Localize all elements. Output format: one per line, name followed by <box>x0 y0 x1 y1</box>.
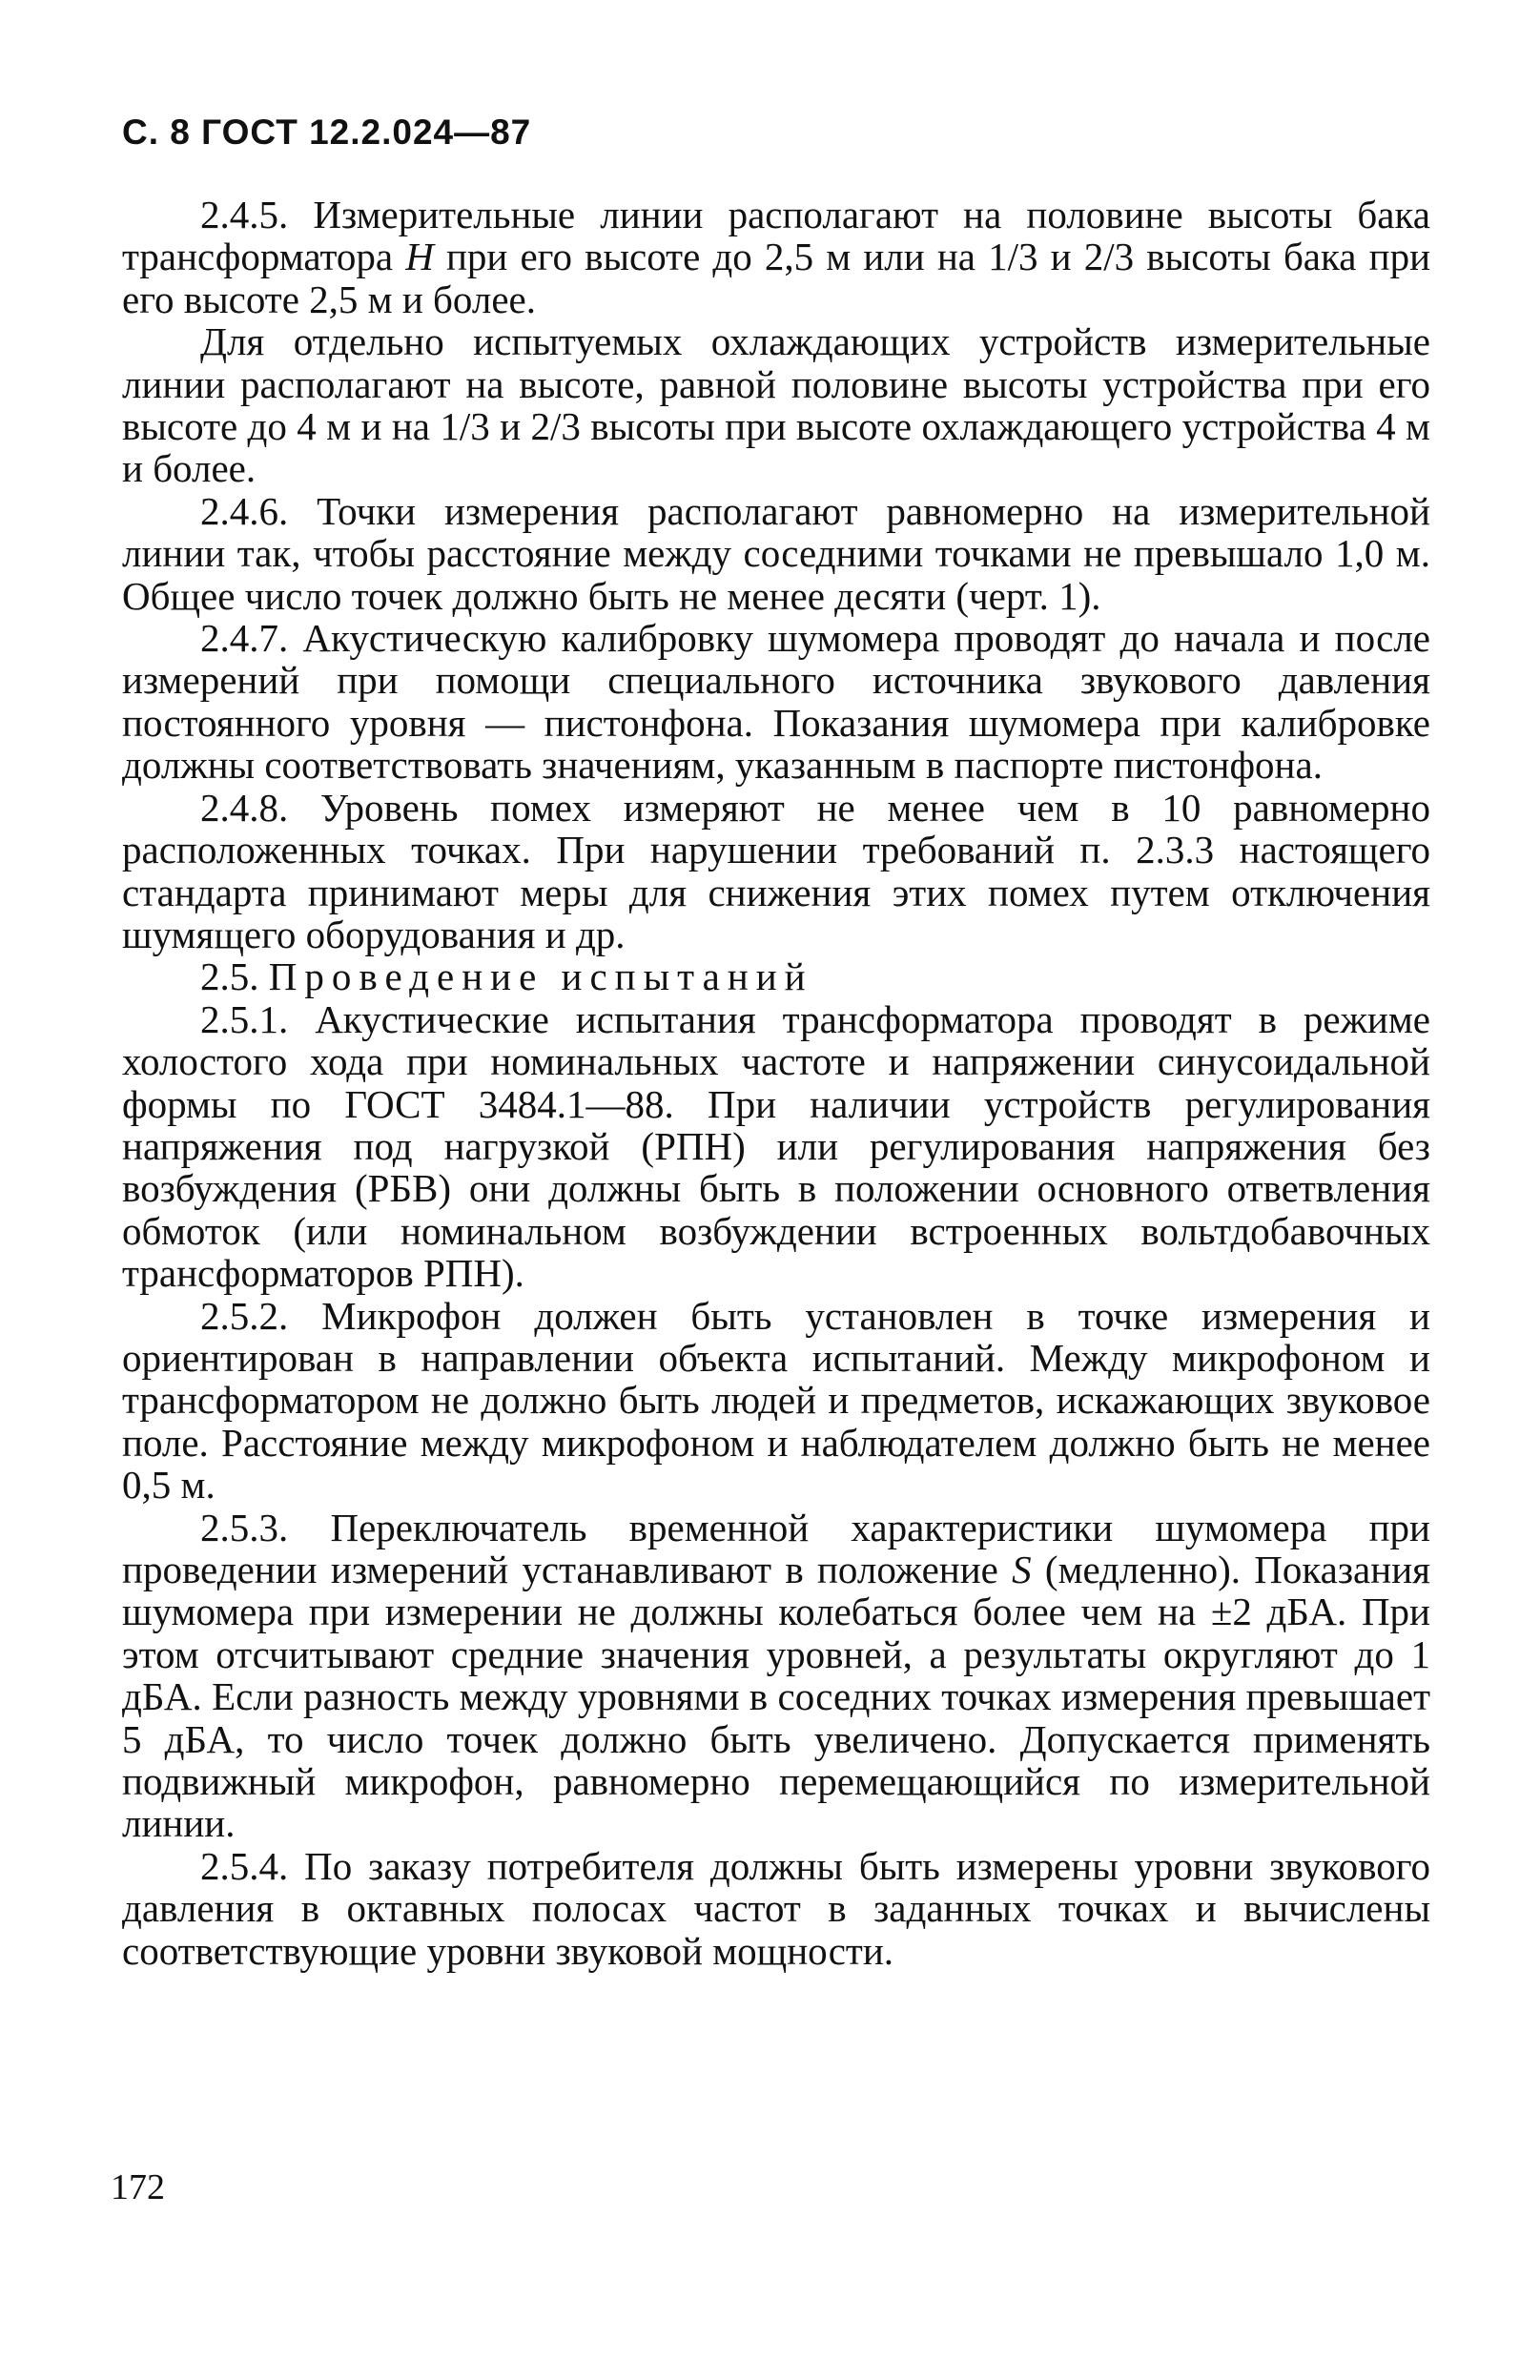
paragraph-text: 2.4.5. Измерительные линии располагают на половине высоты бака трансформатора <box>122 193 1430 279</box>
page-header: С. 8 ГОСТ 12.2.024—87 <box>122 113 532 152</box>
section-number: 2.5. <box>200 954 269 999</box>
paragraph-2-4-7: 2.4.7. Акустическую калибровку шумомера проводят до начала и после измерений при помощи специального источника звукового давления постоянного уровня — пистонфона. Показания шумомера при калибровке должны соответствовать значениям, указанным в паспорте пистонфона. <box>122 616 1430 788</box>
paragraph-text: 2.5.3. Переключатель временной характеристики шумомера при проведении измерений устанавливают в положение <box>122 1505 1430 1591</box>
paragraph-text: (медленно). Показания шумомера при измерении не должны колебаться более чем на ±2 дБА. При этом отсчитывают средние значения уровней, а результаты округляют до 1 дБА. Если разность между уровнями в соседних точках измерения превышает 5 дБА, то число точек должно быть увеличено. Допускается применять подвижный микрофон, равномерно перемещающийся по измерительной линии. <box>122 1548 1431 1846</box>
paragraph-2-4-5 <box>122 194 1430 320</box>
paragraph-2-5-3 <box>122 1507 1430 1845</box>
paragraph-text: при его высоте до 2,5 м или на <box>433 235 989 279</box>
paragraph-2-4-5-cooling <box>122 320 1430 490</box>
paragraph-text: и <box>489 404 531 449</box>
paragraph-text: Для отдельно испытуемых охлаждающих устройств измерительные линии располагают на высоте, равной половине высоты устройства при его высоте до 4 м и на <box>122 319 1430 449</box>
fraction: 2/3 <box>530 404 581 449</box>
section-title: Проведение испытаний <box>268 954 813 999</box>
fraction: 1/3 <box>440 404 490 449</box>
paragraph-2-5-2: 2.5.2. Микрофон должен быть установлен в точке измерения и ориентирован в направлении объекта испытаний. Между микрофоном и трансформатором не должно быть людей и предметов, искажающих звуковое поле. Расстояние между микрофоном и наблюдателем должно быть не менее 0,5 м. <box>122 1293 1430 1508</box>
italic-symbol: S <box>1012 1548 1032 1591</box>
paragraph-text: высоты при высоте охлаждающего устройства 4 м и более. <box>122 404 1430 491</box>
paragraph-2-4-6: 2.4.6. Точки измерения располагают равномерно на измерительной линии так, чтобы расстояние между соседними точками не превышало 1,0 м. Общее число точек должно быть не менее десяти (черт. 1). <box>122 488 1430 618</box>
paragraph-2-5-4: 2.5.4. По заказу потребителя должны быть измерены уровни звукового давления в октавных полосах частот в заданных точках и вычислены соответствующие уровни звуковой мощности. <box>122 1843 1430 1973</box>
document-body <box>122 194 1430 1972</box>
paragraph-2-5-1: 2.5.1. Акустические испытания трансформатора проводят в режиме холостого хода при номинальных частоте и напряжении синусоидальной формы по ГОСТ 3484.1—88. При наличии устройств регулирования напряжения под нагрузкой (РПН) или регулирования напряжения без возбуждения (РБВ) они должны быть в положении основного ответвления обмоток (или номинальном возбуждении встроенных вольтдобавочных трансформаторов РПН). <box>122 996 1430 1296</box>
italic-symbol: H <box>405 235 434 279</box>
page-number: 172 <box>111 2167 165 2207</box>
paragraph-text: высоты бака при его высоте 2,5 м и более. <box>122 235 1431 321</box>
paragraph-text: и <box>1037 235 1084 279</box>
fraction: 1/3 <box>988 235 1038 279</box>
fraction: 2/3 <box>1083 235 1135 279</box>
section-heading-2-5 <box>122 955 1430 997</box>
paragraph-2-4-8: 2.4.8. Уровень помех измеряют не менее чем в 10 равномерно расположенных точках. При нарушении требований п. 2.3.3 настоящего стандарта принимают меры для снижения этих помех путем отключения шумящего оборудования и др. <box>122 785 1430 956</box>
